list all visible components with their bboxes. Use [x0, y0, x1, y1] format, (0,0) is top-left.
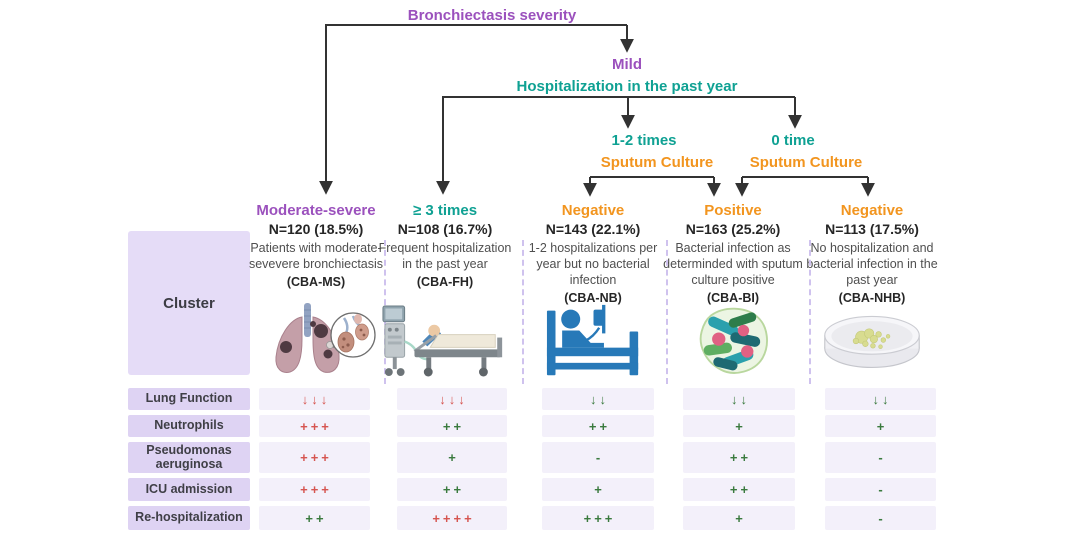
n-count: N=163 (25.2%) [685, 221, 781, 237]
table-cell: ++++ [397, 506, 507, 530]
lungs-icon [246, 299, 386, 383]
table-cell: +++ [542, 506, 654, 530]
tree-1-2-times-label: 1-2 times [611, 132, 677, 149]
n-count: N=108 (16.7%) [397, 221, 493, 237]
branch-label: Positive [704, 202, 762, 219]
cluster-code: (CBA-NHB) [838, 291, 906, 305]
cluster-code: (CBA-FH) [416, 275, 474, 289]
cluster-description: Bacterial infection as determinded with sputum culture positive [663, 241, 803, 287]
table-cell: ↓↓ [542, 388, 654, 410]
bacteria-icon [663, 299, 803, 383]
cluster-description: No hospitalization and bacterial infection in the past year [806, 241, 938, 287]
column-cba-ms [246, 201, 386, 289]
column-cba-bi [663, 201, 803, 305]
row-label-rehospitalization: Re-hospitalization [128, 506, 250, 530]
cluster-description: 1-2 hospitalizations per year but no bacterial infection [528, 241, 658, 287]
tree-hospitalization-label: Hospitalization in the past year [516, 78, 738, 95]
table-cell: - [825, 442, 936, 473]
branch-label: ≥ 3 times [412, 202, 478, 219]
table-cell: + [542, 478, 654, 501]
table-cell: ++ [397, 478, 507, 501]
cluster-header-box [128, 231, 250, 375]
branch-label: Moderate-severe [256, 202, 376, 219]
table-cell: - [542, 442, 654, 473]
table-cell: ↓↓ [683, 388, 795, 410]
table-cell: ++ [683, 478, 795, 501]
tree-root-label: Bronchiectasis severity [407, 7, 577, 24]
table-cell: +++ [259, 415, 370, 437]
cluster-header-label: Cluster [163, 294, 215, 312]
column-cba-nhb [802, 201, 942, 305]
cluster-description: Frequent hospitalization in the past year [378, 241, 512, 271]
cluster-description: Patients with moderate-sevevere bronchiectasis [248, 241, 384, 271]
tree-0-time-label: 0 time [771, 132, 815, 149]
table-cell: ↓↓↓ [397, 388, 507, 410]
tree-sputum-culture-1-label: Sputum Culture [600, 154, 714, 171]
row-label-lung-function: Lung Function [128, 388, 250, 410]
n-count: N=120 (18.5%) [268, 221, 364, 237]
patient-in-bed-icon [523, 299, 663, 383]
table-cell: - [825, 478, 936, 501]
n-count: N=143 (22.1%) [545, 221, 641, 237]
table-cell: ↓↓↓ [259, 388, 370, 410]
branch-label: Negative [561, 202, 625, 219]
table-cell: + [683, 506, 795, 530]
tree-mild-label: Mild [612, 56, 642, 73]
table-cell: + [397, 442, 507, 473]
table-cell: +++ [259, 442, 370, 473]
table-cell: +++ [259, 478, 370, 501]
petri-dish-icon [802, 299, 942, 383]
table-cell: ↓↓ [825, 388, 936, 410]
column-cba-fh [375, 201, 515, 289]
branch-label: Negative [840, 202, 904, 219]
tree-sputum-culture-2-label: Sputum Culture [749, 154, 863, 171]
icu-bed-icon [375, 299, 515, 383]
table-cell: ++ [397, 415, 507, 437]
column-cba-nb [523, 201, 663, 305]
row-label-pseudomonas: Pseudomonas aeruginosa [128, 442, 250, 473]
row-label-neutrophils: Neutrophils [128, 415, 250, 437]
cluster-code: (CBA-NB) [564, 291, 622, 305]
table-cell: ++ [542, 415, 654, 437]
table-cell: ++ [259, 506, 370, 530]
cluster-code: (CBA-MS) [286, 275, 346, 289]
table-cell: + [683, 415, 795, 437]
n-count: N=113 (17.5%) [825, 221, 919, 237]
cluster-code: (CBA-BI) [706, 291, 760, 305]
table-cell: ++ [683, 442, 795, 473]
table-cell: + [825, 415, 936, 437]
table-cell: - [825, 506, 936, 530]
row-label-icu-admission: ICU admission [128, 478, 250, 501]
